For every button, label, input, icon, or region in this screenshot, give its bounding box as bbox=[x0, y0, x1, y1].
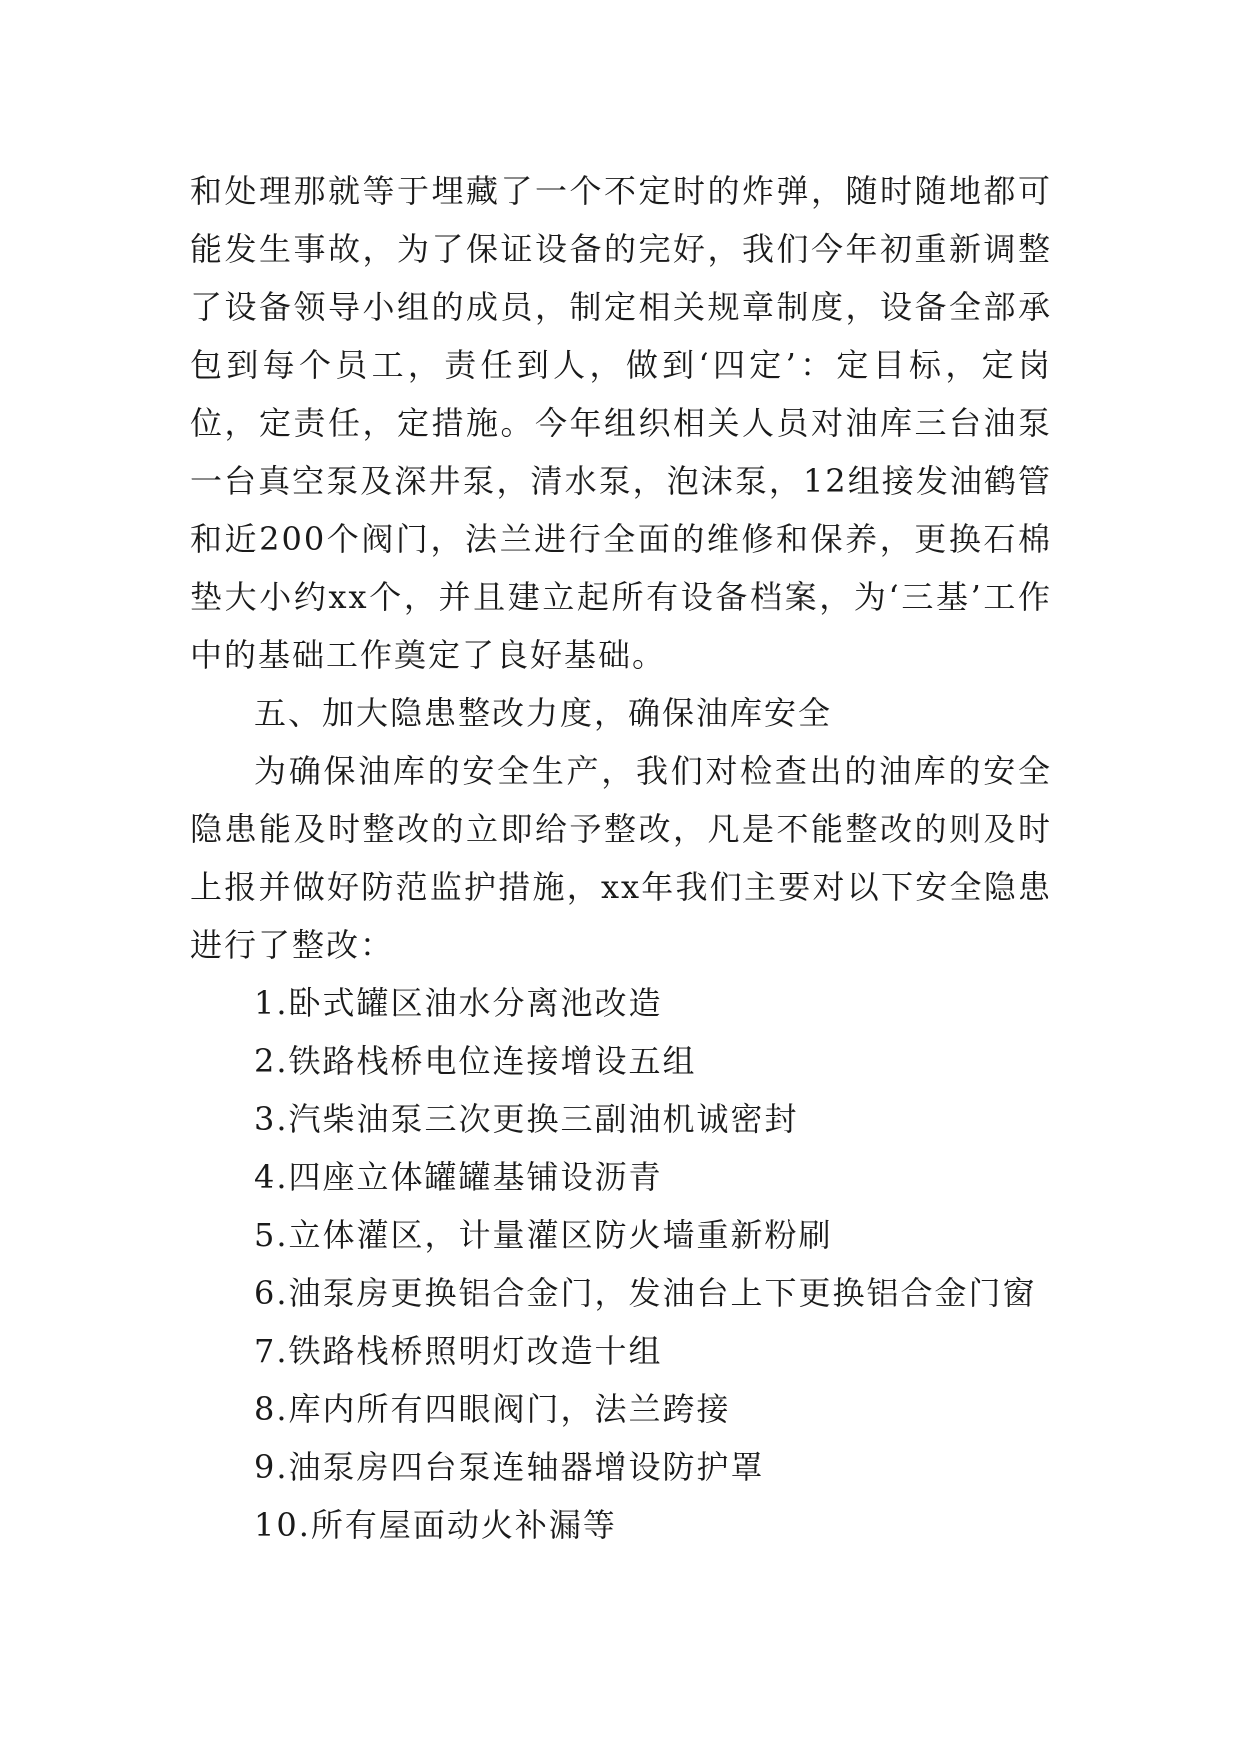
list-item: 4.四座立体罐罐基铺设沥青 bbox=[254, 1158, 663, 1196]
paragraph-hazard-rectification: 为确保油库的安全生产，我们对检查出的油库的安全隐患能及时整改的立即给予整改，凡是不能整改的则及时上报并做好防范监护措施，xx年我们主要对以下安全隐患进行了整改： bbox=[190, 752, 1052, 964]
document-body bbox=[190, 162, 1052, 1554]
list-item: 3.汽柴油泵三次更换三副油机诚密封 bbox=[254, 1100, 799, 1138]
list-item: 6.油泵房更换铝合金门，发油台上下更换铝合金门窗 bbox=[254, 1274, 1037, 1312]
list-item: 5.立体灌区，计量灌区防火墙重新粉刷 bbox=[254, 1216, 833, 1254]
rectification-list bbox=[190, 974, 1052, 1554]
paragraph-equipment-maintenance: 和处理那就等于埋藏了一个不定时的炸弹，随时随地都可能发生事故，为了保证设备的完好，我们今年初重新调整了设备领导小组的成员，制定相关规章制度，设备全部承包到每个员工，责任到人，做到‘四定’：定目标，定岗位，定责任，定措施。今年组织相关人员对油库三台油泵一台真空泵及深井泵，清水泵，泡沫泵，12组接发油鹤管和近200个阀门，法兰进行全面的维修和保养，更换石棉垫大小约xx个，并且建立起所有设备档案，为‘三基’工作中的基础工作奠定了良好基础。 bbox=[190, 172, 1052, 674]
list-item: 2.铁路栈桥电位连接增设五组 bbox=[254, 1042, 697, 1080]
list-item: 1.卧式罐区油水分离池改造 bbox=[254, 984, 663, 1022]
list-item: 8.库内所有四眼阀门，法兰跨接 bbox=[254, 1390, 731, 1428]
list-item: 10.所有屋面动火补漏等 bbox=[254, 1506, 617, 1544]
section-heading-hazard-rectification: 五、加大隐患整改力度，确保油库安全 bbox=[254, 694, 833, 732]
list-item: 9.油泵房四台泵连轴器增设防护罩 bbox=[254, 1448, 765, 1486]
list-item: 7.铁路栈桥照明灯改造十组 bbox=[254, 1332, 663, 1370]
